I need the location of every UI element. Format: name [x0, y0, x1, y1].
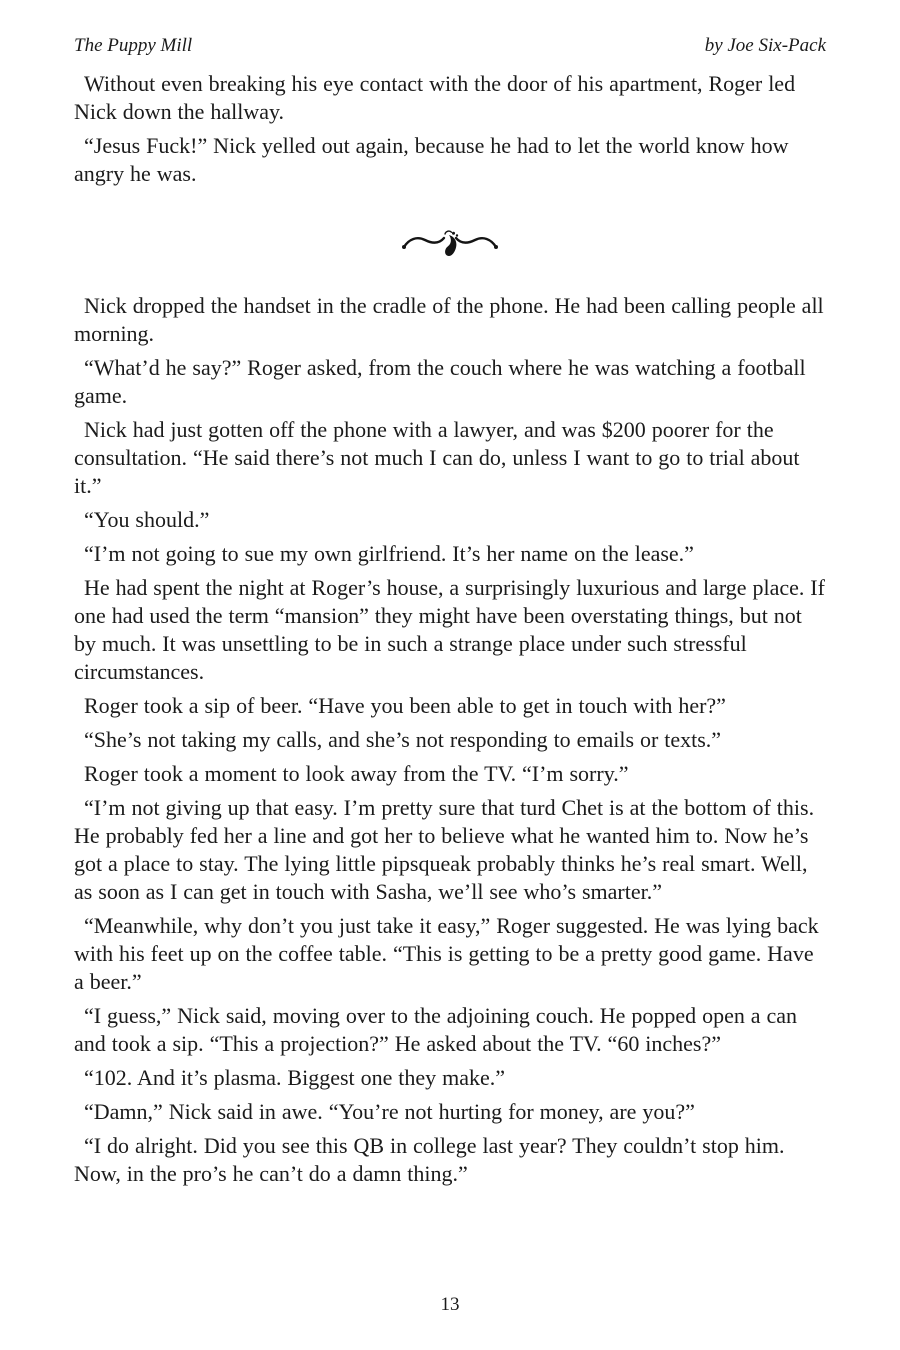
page-footer [0, 1294, 900, 1316]
paragraph: “I do alright. Did you see this QB in college last year? They couldn’t stop him. Now, in the pro’s he can’t do a damn thing.” [74, 1133, 785, 1186]
paragraph: “I’m not giving up that easy. I’m pretty sure that turd Chet is at the bottom of this. He probably fed her a line and got her to believe what he wanted him to. Now he’s got a place to stay. The lying little pipsqueak probably thinks he’s real smart. Well, as soon as I can get in touch with Sasha, we’ll see who’s smarter.” [74, 795, 815, 904]
running-header [74, 34, 826, 58]
paragraph: “I’m not going to sue my own girlfriend. It’s her name on the lease.” [84, 541, 694, 566]
paragraph: Nick had just gotten off the phone with a lawyer, and was $200 poorer for the consultation. “He said there’s not much I can do, unless I want to go to trial about it.” [74, 417, 800, 498]
paragraph: Without even breaking his eye contact with the door of his apartment, Roger led Nick down the hallway. [74, 71, 796, 124]
page-number: 13 [440, 1294, 460, 1315]
paragraph: “What’d he say?” Roger asked, from the couch where he was watching a football game. [74, 355, 806, 408]
text-section-before-break [74, 70, 826, 188]
paragraph: “She’s not taking my calls, and she’s not responding to emails or texts.” [84, 727, 722, 752]
book-author: by Joe Six-Pack [704, 35, 826, 56]
page-body [74, 70, 826, 1188]
paragraph: “Meanwhile, why don’t you just take it easy,” Roger suggested. He was lying back with his feet up on the coffee table. “This is getting to be a pretty good game. Have a beer.” [74, 913, 819, 994]
paragraph: “102. And it’s plasma. Biggest one they make.” [84, 1065, 506, 1090]
paragraph: “Jesus Fuck!” Nick yelled out again, because he had to let the world know how angry he was. [74, 133, 789, 186]
paragraph: Roger took a moment to look away from the TV. “I’m sorry.” [84, 761, 629, 786]
paragraph: “You should.” [84, 507, 210, 532]
scene-break-flourish-icon [400, 249, 500, 266]
scene-break [74, 226, 826, 262]
paragraph: “Damn,” Nick said in awe. “You’re not hurting for money, are you?” [84, 1099, 695, 1124]
paragraph: Nick dropped the handset in the cradle of the phone. He had been calling people all morning. [74, 293, 824, 346]
book-title: The Puppy Mill [74, 35, 193, 56]
paragraph: Roger took a sip of beer. “Have you been able to get in touch with her?” [84, 693, 726, 718]
text-section-after-break [74, 292, 826, 1188]
paragraph: “I guess,” Nick said, moving over to the adjoining couch. He popped open a can and took a sip. “This a projection?” He asked about the TV. “60 inches?” [74, 1003, 798, 1056]
paragraph: He had spent the night at Roger’s house, a surprisingly luxurious and large place. If one had used the term “mansion” they might have been overstating things, but not by much. It was unsettling to be in such a strange place under such stressful circumstances. [74, 575, 825, 684]
